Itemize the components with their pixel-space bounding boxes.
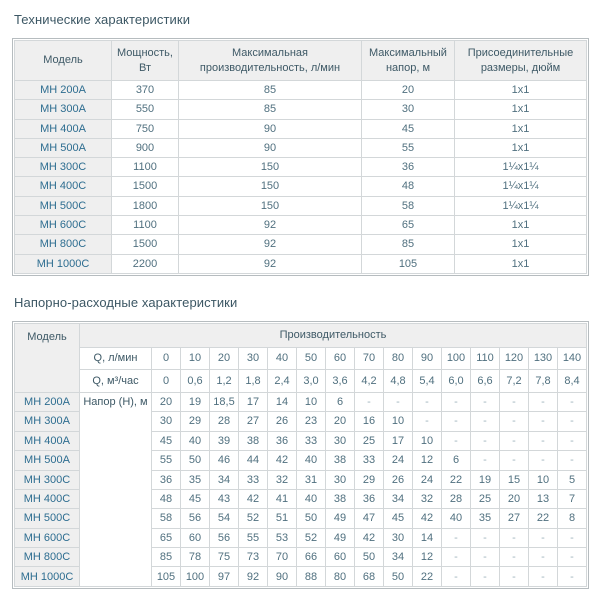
flow-m3h-cell: 4,2: [355, 369, 384, 392]
value-cell: 85: [179, 81, 362, 100]
head-value-cell: -: [558, 412, 587, 431]
head-value-cell: 12: [413, 451, 442, 470]
model-cell: МН 300А: [15, 412, 80, 431]
flow-lmin-cell: 20: [210, 347, 239, 369]
table-row: [15, 158, 587, 177]
head-value-cell: -: [471, 412, 500, 431]
head-value-cell: 97: [210, 567, 239, 586]
model-column-header: Модель: [15, 323, 80, 392]
head-value-cell: 45: [384, 509, 413, 528]
value-cell: 1100: [112, 158, 179, 177]
model-cell: МН 300С: [15, 158, 112, 177]
head-value-cell: 78: [181, 548, 210, 567]
flow-lmin-cell: 140: [558, 347, 587, 369]
flow-head-header: [15, 323, 587, 392]
value-cell: 1500: [112, 177, 179, 196]
head-value-cell: 12: [413, 548, 442, 567]
head-value-cell: 34: [384, 548, 413, 567]
head-value-cell: 41: [268, 489, 297, 508]
flow-m3h-cell: 3,0: [297, 369, 326, 392]
head-value-cell: 47: [355, 509, 384, 528]
tech-specs-header-row: [15, 41, 587, 81]
head-value-cell: -: [529, 431, 558, 450]
column-header: Максимальный напор, м: [362, 41, 455, 81]
flow-lmin-cell: 40: [268, 347, 297, 369]
head-value-cell: 16: [355, 412, 384, 431]
flow-m3h-cell: 6,6: [471, 369, 500, 392]
flow-m3h-cell: 1,8: [239, 369, 268, 392]
head-value-cell: -: [471, 567, 500, 586]
head-value-cell: 50: [355, 548, 384, 567]
head-value-cell: 13: [529, 489, 558, 508]
value-cell: 55: [362, 138, 455, 157]
head-value-cell: -: [529, 392, 558, 411]
flow-head-header-row: [15, 323, 587, 347]
tech-specs-table-grid: [14, 40, 587, 274]
head-value-cell: -: [471, 451, 500, 470]
head-value-cell: 50: [384, 567, 413, 586]
head-value-cell: 10: [413, 431, 442, 450]
flow-m3h-cell: 5,4: [413, 369, 442, 392]
head-value-cell: 42: [355, 528, 384, 547]
value-cell: 85: [362, 235, 455, 254]
head-value-cell: 20: [326, 412, 355, 431]
table-row: [15, 81, 587, 100]
flow-head-title: Напорно-расходные характеристики: [14, 294, 238, 310]
head-value-cell: 14: [268, 392, 297, 411]
value-cell: 48: [362, 177, 455, 196]
head-value-cell: 46: [210, 451, 239, 470]
head-value-cell: 45: [152, 431, 181, 450]
flow-head-table-grid: [14, 323, 587, 587]
flow-m3h-cell: 1,2: [210, 369, 239, 392]
model-cell: МН 500А: [15, 451, 80, 470]
value-cell: 105: [362, 254, 455, 273]
head-value-cell: 53: [268, 528, 297, 547]
head-value-cell: 10: [384, 412, 413, 431]
flow-lmin-cell: 130: [529, 347, 558, 369]
value-cell: 90: [179, 138, 362, 157]
head-value-cell: 32: [268, 470, 297, 489]
model-cell: МН 1000С: [15, 254, 112, 273]
head-value-cell: 31: [297, 470, 326, 489]
head-value-cell: 70: [268, 548, 297, 567]
head-value-cell: 6: [442, 451, 471, 470]
head-value-cell: 55: [239, 528, 268, 547]
value-cell: 65: [362, 216, 455, 235]
flow-lmin-cell: 110: [471, 347, 500, 369]
flow-lmin-cell: 100: [442, 347, 471, 369]
head-value-cell: 19: [181, 392, 210, 411]
head-value-cell: 39: [210, 431, 239, 450]
head-value-cell: 19: [471, 470, 500, 489]
head-value-cell: 40: [442, 509, 471, 528]
value-cell: 1х1: [455, 100, 587, 119]
flow-m3h-cell: 7,8: [529, 369, 558, 392]
head-value-cell: 29: [355, 470, 384, 489]
head-value-cell: 34: [210, 470, 239, 489]
head-value-cell: -: [500, 451, 529, 470]
head-value-cell: 23: [297, 412, 326, 431]
head-value-cell: -: [558, 528, 587, 547]
flow-lmin-cell: 80: [384, 347, 413, 369]
head-value-cell: 36: [268, 431, 297, 450]
head-value-cell: 56: [181, 509, 210, 528]
head-value-cell: 34: [384, 489, 413, 508]
head-value-cell: 17: [384, 431, 413, 450]
flow-m3h-cell: 3,6: [326, 369, 355, 392]
head-value-cell: 58: [152, 509, 181, 528]
head-value-cell: -: [529, 567, 558, 586]
head-value-cell: 25: [355, 431, 384, 450]
head-value-cell: 28: [442, 489, 471, 508]
model-cell: МН 600С: [15, 216, 112, 235]
value-cell: 150: [179, 158, 362, 177]
head-value-cell: -: [442, 431, 471, 450]
model-cell: МН 400С: [15, 489, 80, 508]
flow-lmin-cell: 70: [355, 347, 384, 369]
head-value-cell: 15: [500, 470, 529, 489]
flow-lmin-cell: 0: [152, 347, 181, 369]
value-cell: 150: [179, 177, 362, 196]
head-value-cell: -: [500, 431, 529, 450]
head-value-cell: 48: [152, 489, 181, 508]
head-value-cell: 33: [239, 470, 268, 489]
head-value-cell: 20: [500, 489, 529, 508]
table-row: [15, 100, 587, 119]
model-cell: МН 500А: [15, 138, 112, 157]
head-value-cell: 26: [384, 470, 413, 489]
head-value-cell: 49: [326, 528, 355, 547]
model-cell: МН 800С: [15, 548, 80, 567]
head-value-cell: 60: [326, 548, 355, 567]
flow-lmin-cell: 60: [326, 347, 355, 369]
value-cell: 85: [179, 100, 362, 119]
head-value-cell: 27: [239, 412, 268, 431]
value-cell: 750: [112, 119, 179, 138]
value-cell: 1х1: [455, 216, 587, 235]
head-value-cell: 50: [297, 509, 326, 528]
flow-m3h-label: Q, м³/час: [79, 369, 151, 392]
value-cell: 1100: [112, 216, 179, 235]
table-row: [15, 177, 587, 196]
value-cell: 1¼х1¼: [455, 196, 587, 215]
head-value-cell: -: [384, 392, 413, 411]
head-value-cell: 30: [152, 412, 181, 431]
head-value-cell: -: [529, 548, 558, 567]
head-value-cell: 92: [239, 567, 268, 586]
head-value-cell: 51: [268, 509, 297, 528]
head-value-cell: -: [442, 528, 471, 547]
flow-lmin-cell: 30: [239, 347, 268, 369]
value-cell: 20: [362, 81, 455, 100]
head-value-cell: 35: [471, 509, 500, 528]
value-cell: 1х1: [455, 119, 587, 138]
flow-m3h-cell: 0: [152, 369, 181, 392]
head-value-cell: 36: [152, 470, 181, 489]
flow-lmin-cell: 10: [181, 347, 210, 369]
head-value-cell: 55: [152, 451, 181, 470]
value-cell: 1800: [112, 196, 179, 215]
head-value-cell: 26: [268, 412, 297, 431]
head-value-cell: -: [558, 392, 587, 411]
table-row: [15, 392, 587, 411]
model-cell: МН 500С: [15, 509, 80, 528]
value-cell: 1х1: [455, 138, 587, 157]
table-row: [15, 196, 587, 215]
flow-m3h-row: [15, 369, 587, 392]
head-value-cell: -: [442, 548, 471, 567]
head-value-cell: 40: [181, 431, 210, 450]
column-header: Мощность, Вт: [112, 41, 179, 81]
head-value-cell: 40: [297, 451, 326, 470]
head-value-cell: -: [442, 412, 471, 431]
head-value-cell: 80: [326, 567, 355, 586]
head-value-cell: 29: [181, 412, 210, 431]
flow-m3h-cell: 8,4: [558, 369, 587, 392]
head-value-cell: 68: [355, 567, 384, 586]
head-value-cell: -: [529, 528, 558, 547]
table-row: [15, 216, 587, 235]
head-value-cell: 5: [558, 470, 587, 489]
flow-m3h-cell: 0,6: [181, 369, 210, 392]
head-value-cell: -: [500, 548, 529, 567]
table-row: [15, 138, 587, 157]
value-cell: 1х1: [455, 81, 587, 100]
flow-head-body: [15, 392, 587, 586]
value-cell: 36: [362, 158, 455, 177]
tech-specs-table: [12, 38, 589, 276]
head-value-cell: -: [529, 451, 558, 470]
head-value-cell: 10: [297, 392, 326, 411]
value-cell: 900: [112, 138, 179, 157]
model-cell: МН 400А: [15, 431, 80, 450]
head-value-cell: 85: [152, 548, 181, 567]
head-value-cell: 20: [152, 392, 181, 411]
head-value-cell: 7: [558, 489, 587, 508]
value-cell: 370: [112, 81, 179, 100]
head-value-cell: 52: [297, 528, 326, 547]
head-value-cell: 33: [297, 431, 326, 450]
head-value-cell: 50: [181, 451, 210, 470]
head-value-cell: 100: [181, 567, 210, 586]
value-cell: 92: [179, 216, 362, 235]
head-value-cell: 42: [239, 489, 268, 508]
head-value-cell: 36: [355, 489, 384, 508]
head-value-cell: 22: [529, 509, 558, 528]
flow-lmin-label: Q, л/мин: [79, 347, 151, 369]
column-header: Модель: [15, 41, 112, 81]
value-cell: 30: [362, 100, 455, 119]
flow-m3h-cell: 6,0: [442, 369, 471, 392]
model-cell: МН 200А: [15, 81, 112, 100]
head-value-cell: 45: [181, 489, 210, 508]
value-cell: 550: [112, 100, 179, 119]
head-value-cell: -: [471, 548, 500, 567]
table-row: [15, 119, 587, 138]
tech-specs-title: Технические характеристики: [14, 12, 191, 27]
model-cell: МН 1000С: [15, 567, 80, 586]
value-cell: 1¼х1¼: [455, 177, 587, 196]
head-value-cell: 8: [558, 509, 587, 528]
value-cell: 150: [179, 196, 362, 215]
head-value-cell: 27: [500, 509, 529, 528]
head-value-cell: 65: [152, 528, 181, 547]
head-value-cell: 42: [413, 509, 442, 528]
head-value-cell: -: [413, 412, 442, 431]
column-header: Максимальная производительность, л/мин: [179, 41, 362, 81]
flow-lmin-cell: 90: [413, 347, 442, 369]
head-value-cell: 43: [210, 489, 239, 508]
capacity-group-header: Производительность: [79, 323, 586, 347]
table-row: [15, 235, 587, 254]
model-cell: МН 300А: [15, 100, 112, 119]
flow-m3h-cell: 2,4: [268, 369, 297, 392]
head-value-cell: -: [471, 431, 500, 450]
flow-m3h-cell: 7,2: [500, 369, 529, 392]
head-value-cell: -: [500, 412, 529, 431]
flow-m3h-cell: 4,8: [384, 369, 413, 392]
value-cell: 45: [362, 119, 455, 138]
head-value-cell: 28: [210, 412, 239, 431]
head-value-cell: 14: [413, 528, 442, 547]
head-value-cell: 10: [529, 470, 558, 489]
head-value-cell: 30: [326, 431, 355, 450]
model-cell: МН 800С: [15, 235, 112, 254]
head-value-cell: 32: [413, 489, 442, 508]
value-cell: 1х1: [455, 235, 587, 254]
model-cell: МН 400А: [15, 119, 112, 138]
value-cell: 92: [179, 254, 362, 273]
head-value-cell: -: [558, 451, 587, 470]
model-cell: МН 200А: [15, 392, 80, 411]
head-value-cell: 42: [268, 451, 297, 470]
head-value-cell: 22: [442, 470, 471, 489]
column-header: Присоединительные размеры, дюйм: [455, 41, 587, 81]
head-value-cell: 30: [384, 528, 413, 547]
value-cell: 58: [362, 196, 455, 215]
head-label-cell: Напор (Н), м: [79, 392, 151, 586]
head-value-cell: -: [442, 392, 471, 411]
head-value-cell: -: [500, 528, 529, 547]
head-value-cell: 73: [239, 548, 268, 567]
value-cell: 90: [179, 119, 362, 138]
head-value-cell: -: [471, 528, 500, 547]
head-value-cell: -: [500, 392, 529, 411]
flow-head-table: [12, 321, 589, 589]
head-value-cell: 35: [181, 470, 210, 489]
head-value-cell: 38: [239, 431, 268, 450]
flow-lmin-cell: 120: [500, 347, 529, 369]
head-value-cell: 38: [326, 451, 355, 470]
head-value-cell: -: [558, 548, 587, 567]
head-value-cell: 24: [384, 451, 413, 470]
value-cell: 1х1: [455, 254, 587, 273]
head-value-cell: 49: [326, 509, 355, 528]
head-value-cell: 90: [268, 567, 297, 586]
head-value-cell: 105: [152, 567, 181, 586]
table-row: [15, 254, 587, 273]
tech-specs-header: [15, 41, 587, 81]
head-value-cell: 18,5: [210, 392, 239, 411]
flow-lmin-row: [15, 347, 587, 369]
head-value-cell: 56: [210, 528, 239, 547]
head-value-cell: 25: [471, 489, 500, 508]
head-value-cell: 54: [210, 509, 239, 528]
head-value-cell: -: [413, 392, 442, 411]
head-value-cell: 17: [239, 392, 268, 411]
head-value-cell: 38: [326, 489, 355, 508]
model-cell: МН 500С: [15, 196, 112, 215]
head-value-cell: 30: [326, 470, 355, 489]
model-cell: МН 400С: [15, 177, 112, 196]
head-value-cell: 33: [355, 451, 384, 470]
head-value-cell: 24: [413, 470, 442, 489]
head-value-cell: -: [442, 567, 471, 586]
head-value-cell: -: [558, 567, 587, 586]
head-value-cell: 22: [413, 567, 442, 586]
head-value-cell: 44: [239, 451, 268, 470]
flow-lmin-cell: 50: [297, 347, 326, 369]
value-cell: 1500: [112, 235, 179, 254]
head-value-cell: 75: [210, 548, 239, 567]
head-value-cell: 60: [181, 528, 210, 547]
value-cell: 2200: [112, 254, 179, 273]
tech-specs-body: [15, 81, 587, 274]
head-value-cell: -: [355, 392, 384, 411]
head-value-cell: 52: [239, 509, 268, 528]
model-cell: МН 600С: [15, 528, 80, 547]
head-value-cell: -: [529, 412, 558, 431]
head-value-cell: 66: [297, 548, 326, 567]
value-cell: 1¼х1¼: [455, 158, 587, 177]
head-value-cell: -: [558, 431, 587, 450]
head-value-cell: 88: [297, 567, 326, 586]
head-value-cell: 40: [297, 489, 326, 508]
head-value-cell: -: [500, 567, 529, 586]
head-value-cell: -: [471, 392, 500, 411]
value-cell: 92: [179, 235, 362, 254]
head-value-cell: 6: [326, 392, 355, 411]
model-cell: МН 300С: [15, 470, 80, 489]
